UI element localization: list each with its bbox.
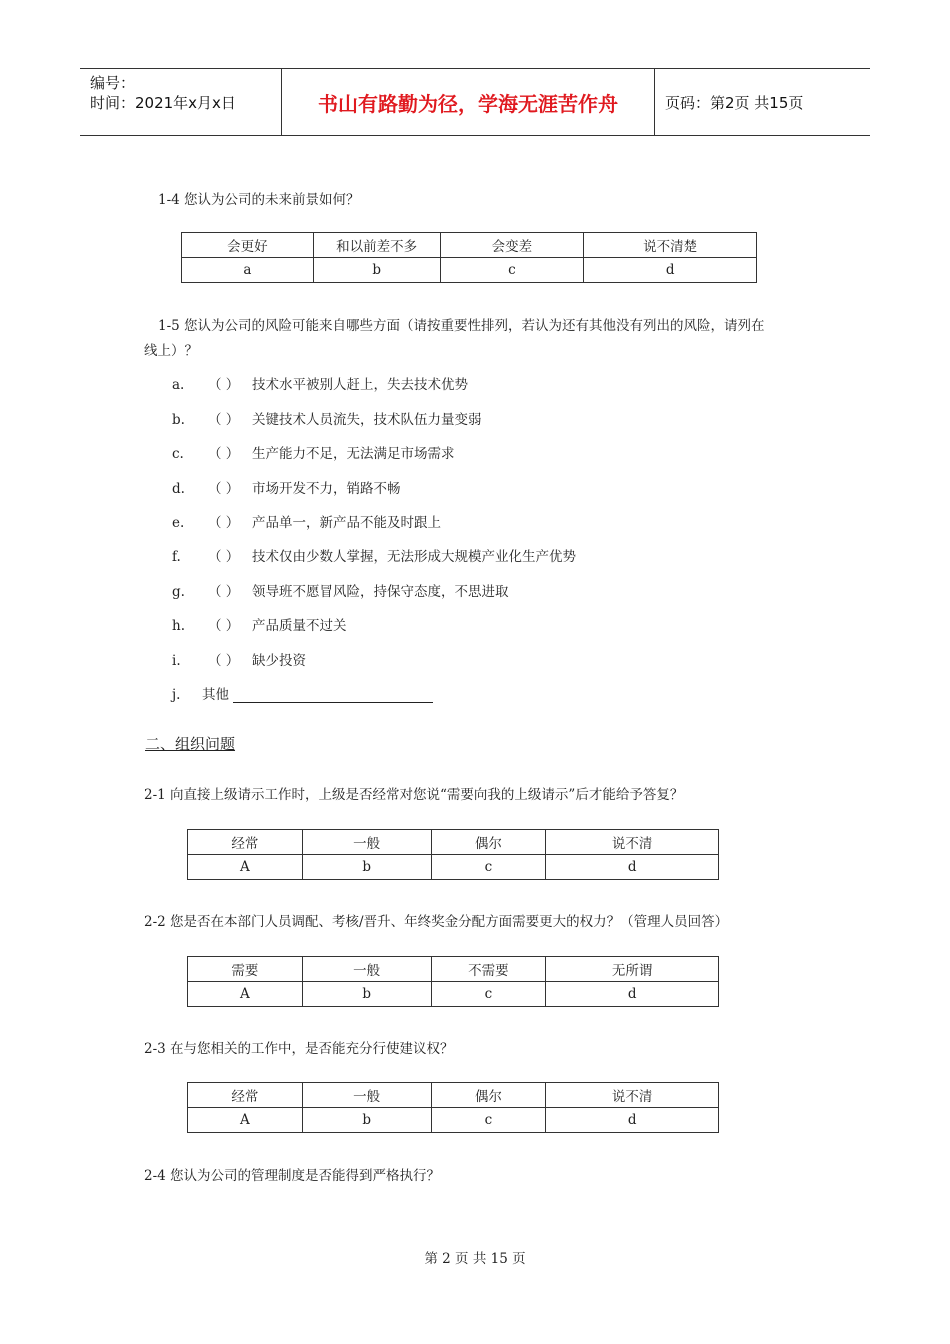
option-letter: e. bbox=[172, 515, 185, 531]
table-header-cell: 不需要 bbox=[431, 957, 546, 982]
option-cell-c[interactable]: c bbox=[440, 258, 584, 283]
list-item bbox=[172, 649, 306, 669]
list-item bbox=[172, 580, 509, 600]
option-text: 产品质量不过关 bbox=[252, 618, 347, 634]
option-text: 生产能力不足，无法满足市场需求 bbox=[252, 446, 455, 462]
table-header-cell: 经常 bbox=[188, 1083, 303, 1108]
ranking-blank[interactable]: （ ） bbox=[208, 377, 240, 393]
table-header-cell: 一般 bbox=[302, 957, 431, 982]
answer-table-2-2 bbox=[187, 956, 719, 1007]
option-text: 产品单一，新产品不能及时跟上 bbox=[252, 515, 441, 531]
option-letter: j. bbox=[172, 687, 181, 703]
answer-table-2-3 bbox=[187, 1082, 719, 1133]
table-header-cell: 一般 bbox=[302, 830, 431, 855]
option-text: 缺少投资 bbox=[252, 653, 306, 669]
table-header-cell: 说不清 bbox=[546, 830, 719, 855]
list-item bbox=[172, 511, 441, 531]
table-header-cell: 一般 bbox=[302, 1083, 431, 1108]
option-letter: c. bbox=[172, 446, 184, 462]
question-2-2: 2-2 您是否在本部门人员调配、考核/晋升、年终奖金分配方面需要更大的权力？（管理人员回答） bbox=[144, 914, 729, 930]
table-header-cell: 偶尔 bbox=[431, 1083, 546, 1108]
ranking-blank[interactable]: （ ） bbox=[208, 515, 240, 531]
ranking-blank[interactable]: （ ） bbox=[208, 412, 240, 428]
option-cell-a[interactable]: A bbox=[188, 855, 303, 880]
table-header-cell: 偶尔 bbox=[431, 830, 546, 855]
list-item bbox=[172, 373, 468, 393]
table-option-row bbox=[188, 855, 719, 880]
question-2-1: 2-1 向直接上级请示工作时，上级是否经常对您说“需要向我的上级请示”后才能给予答复？ bbox=[144, 787, 684, 803]
document-time-label: 时间：2021年x月x日 bbox=[90, 94, 236, 112]
table-header-row bbox=[188, 1083, 719, 1108]
option-letter: a. bbox=[172, 377, 185, 393]
list-item bbox=[172, 614, 347, 634]
question-1-5-line1: 1-5 您认为公司的风险可能来自哪些方面（请按重要性排列，若认为还有其他没有列出的风险，请列在 bbox=[158, 318, 765, 334]
option-cell-c[interactable]: c bbox=[431, 982, 546, 1007]
option-cell-d[interactable]: d bbox=[546, 982, 719, 1007]
other-fill-line[interactable] bbox=[233, 688, 433, 703]
table-option-row bbox=[188, 982, 719, 1007]
list-item bbox=[172, 442, 455, 462]
question-2-4: 2-4 您认为公司的管理制度是否能得到严格执行？ bbox=[144, 1168, 441, 1184]
ranking-blank[interactable]: （ ） bbox=[208, 549, 240, 565]
option-letter: d. bbox=[172, 481, 185, 497]
option-text: 技术水平被别人赶上，失去技术优势 bbox=[252, 377, 468, 393]
answer-table-1-4 bbox=[181, 232, 757, 283]
option-text: 市场开发不力，销路不畅 bbox=[252, 481, 401, 497]
question-2-3: 2-3 在与您相关的工作中，是否能充分行使建议权？ bbox=[144, 1041, 454, 1057]
document-number-label: 编号： bbox=[90, 74, 136, 92]
option-cell-d[interactable]: d bbox=[546, 855, 719, 880]
option-letter: b. bbox=[172, 412, 185, 428]
option-cell-a[interactable]: a bbox=[182, 258, 314, 283]
question-1-4: 1-4 您认为公司的未来前景如何？ bbox=[158, 192, 360, 208]
section-title-organization: 二、组织问题 bbox=[145, 735, 236, 753]
option-cell-d[interactable]: d bbox=[584, 258, 757, 283]
option-cell-c[interactable]: c bbox=[431, 1108, 546, 1133]
table-option-row bbox=[188, 1108, 719, 1133]
ranking-blank[interactable]: （ ） bbox=[208, 653, 240, 669]
page-footer: 第 2 页 共 15 页 bbox=[424, 1251, 526, 1267]
table-header-cell: 需要 bbox=[188, 957, 303, 982]
table-header-row bbox=[188, 957, 719, 982]
option-cell-d[interactable]: d bbox=[546, 1108, 719, 1133]
option-letter: f. bbox=[172, 549, 181, 565]
table-header-cell: 说不清 bbox=[546, 1083, 719, 1108]
question-1-5-line2: 线上）？ bbox=[144, 343, 198, 359]
option-letter: g. bbox=[172, 584, 185, 600]
table-header-cell: 和以前差不多 bbox=[313, 233, 440, 258]
table-option-row bbox=[182, 258, 757, 283]
ranking-blank[interactable]: （ ） bbox=[208, 584, 240, 600]
option-text: 其他 bbox=[202, 687, 229, 703]
header-motto: 书山有路勤为径，学海无涯苦作舟 bbox=[282, 69, 655, 135]
list-item bbox=[172, 408, 482, 428]
option-cell-b[interactable]: b bbox=[302, 1108, 431, 1133]
header-page-number: 页码：第2页 共15页 bbox=[665, 93, 804, 112]
option-cell-a[interactable]: A bbox=[188, 982, 303, 1007]
option-letter: h. bbox=[172, 618, 185, 634]
table-header-cell: 经常 bbox=[188, 830, 303, 855]
ranking-blank[interactable]: （ ） bbox=[208, 618, 240, 634]
option-cell-b[interactable]: b bbox=[302, 855, 431, 880]
list-item bbox=[172, 477, 401, 497]
option-cell-b[interactable]: b bbox=[302, 982, 431, 1007]
table-header-cell: 会更好 bbox=[182, 233, 314, 258]
option-cell-b[interactable]: b bbox=[313, 258, 440, 283]
page-header bbox=[80, 68, 870, 136]
option-letter: i. bbox=[172, 653, 181, 669]
list-item-other bbox=[172, 683, 433, 703]
option-text: 技术仅由少数人掌握，无法形成大规模产业化生产优势 bbox=[252, 549, 576, 565]
answer-table-2-1 bbox=[187, 829, 719, 880]
table-header-cell: 会变差 bbox=[440, 233, 584, 258]
list-item bbox=[172, 545, 576, 565]
option-cell-c[interactable]: c bbox=[431, 855, 546, 880]
option-text: 关键技术人员流失，技术队伍力量变弱 bbox=[252, 412, 482, 428]
option-cell-a[interactable]: A bbox=[188, 1108, 303, 1133]
table-header-row bbox=[182, 233, 757, 258]
header-meta bbox=[80, 69, 282, 135]
option-text: 领导班不愿冒风险，持保守态度，不思进取 bbox=[252, 584, 509, 600]
table-header-cell: 说不清楚 bbox=[584, 233, 757, 258]
table-header-row bbox=[188, 830, 719, 855]
table-header-cell: 无所谓 bbox=[546, 957, 719, 982]
ranking-blank[interactable]: （ ） bbox=[208, 446, 240, 462]
ranking-blank[interactable]: （ ） bbox=[208, 481, 240, 497]
